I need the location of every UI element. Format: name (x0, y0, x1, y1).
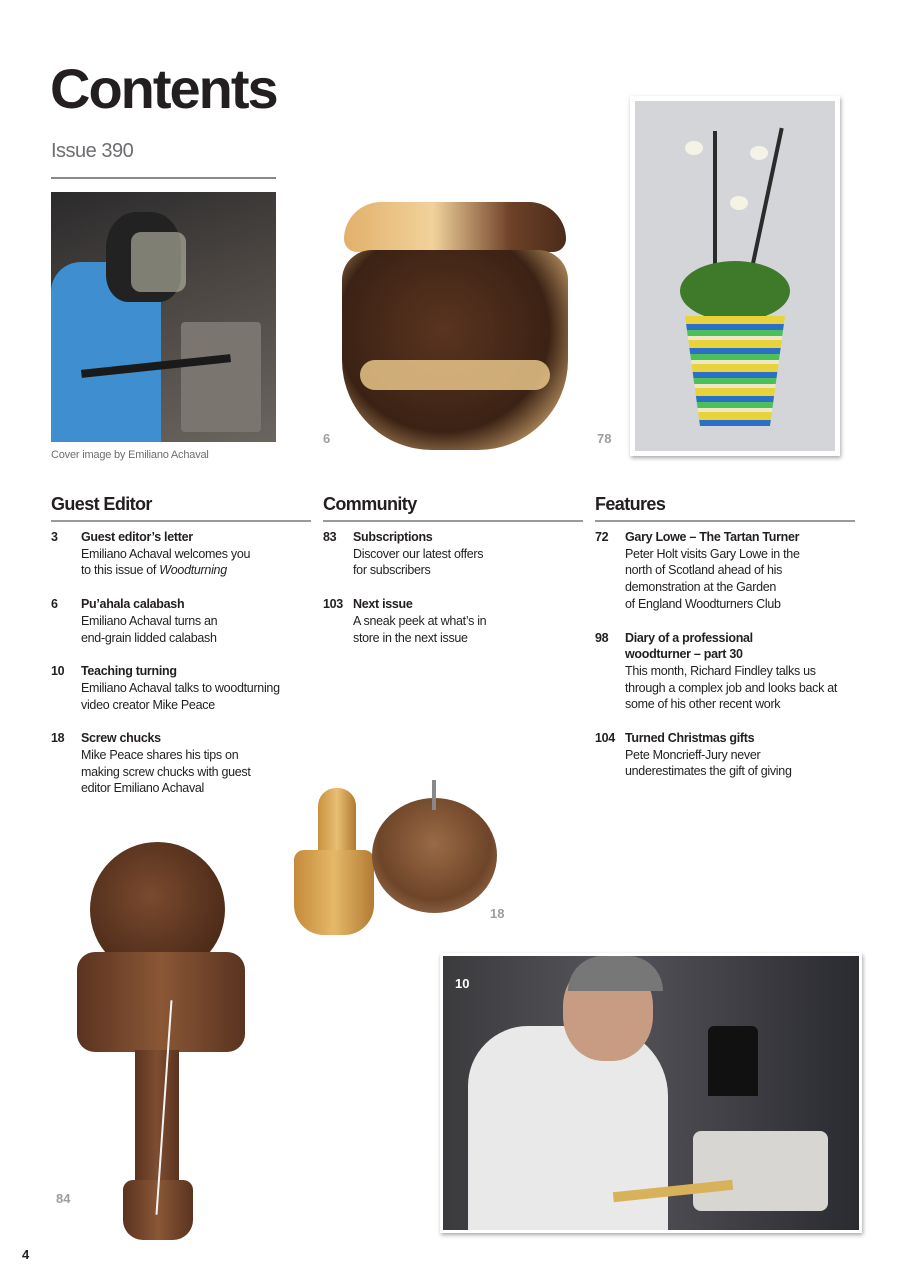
entry-title: Subscriptions (353, 530, 433, 544)
entry-page: 18 (51, 731, 65, 746)
entry-desc: Emiliano Achaval welcomes you (81, 546, 251, 561)
kendama-photo (75, 840, 250, 1245)
entry-title: Screw chucks (81, 731, 161, 746)
section-heading: Guest Editor (51, 492, 311, 522)
cover-caption: Cover image by Emiliano Achaval (51, 449, 209, 461)
teaching-turning-photo (440, 953, 862, 1233)
toc-entry[interactable] (595, 630, 855, 714)
entry-desc: making screw chucks with guest (81, 764, 251, 779)
column-features (595, 492, 855, 780)
magazine-name: Woodturning (159, 563, 227, 578)
teaching-page-label: 10 (455, 976, 470, 991)
page-number: 4 (22, 1247, 30, 1262)
entry-page: 10 (51, 664, 65, 679)
entry-page: 83 (323, 530, 337, 544)
entry-desc: Emiliano Achaval talks to woodturning (81, 680, 280, 695)
entry-title: Gary Lowe – The Tartan Turner (625, 530, 800, 544)
entry-desc-text: to this issue of (81, 563, 160, 578)
entry-page: 72 (595, 530, 609, 544)
toc-entry[interactable] (595, 529, 855, 613)
entry-desc: video creator Mike Peace (81, 697, 215, 712)
entry-title: Diary of a professional (625, 630, 753, 645)
toc-entry[interactable] (51, 663, 311, 713)
entry-page: 6 (51, 597, 58, 612)
entry-title: Turned Christmas gifts (625, 731, 755, 746)
entry-title: Pu’ahala calabash (81, 597, 185, 612)
entry-desc: store in the next issue (353, 630, 468, 645)
entry-desc: Mike Peace shares his tips on (81, 748, 239, 763)
kendama-page-label: 84 (56, 1191, 71, 1206)
entry-desc: This month, Richard Findley talks us (625, 663, 816, 678)
toc-entry[interactable] (51, 596, 311, 646)
entry-desc: editor Emiliano Achaval (81, 781, 205, 796)
entry-desc: A sneak peek at what’s in (353, 613, 487, 628)
entry-page: 104 (595, 731, 615, 746)
calabash-page-label: 6 (323, 431, 331, 446)
entry-title: Teaching turning (81, 664, 177, 679)
entry-desc: underestimates the gift of giving (625, 764, 792, 779)
entry-desc: north of Scotland ahead of his (625, 563, 783, 578)
entry-title: Guest editor’s letter (81, 530, 193, 544)
orchid-photo (630, 96, 840, 456)
column-guest-editor (51, 492, 311, 797)
entry-page: 103 (323, 597, 343, 612)
entry-desc (81, 562, 250, 579)
entry-desc: through a complex job and looks back at (625, 680, 838, 695)
entry-title: Next issue (353, 597, 413, 612)
page-title: Contents (50, 57, 277, 120)
toc-entry[interactable] (323, 596, 583, 646)
orchid-page-label: 78 (597, 431, 612, 446)
cover-photo (51, 192, 276, 442)
entry-desc: end-grain lidded calabash (81, 630, 217, 645)
entry-desc: some of his other recent work (625, 697, 781, 712)
issue-number: Issue 390 (51, 140, 134, 162)
entry-desc: of England Woodturners Club (625, 596, 781, 611)
section-heading: Features (595, 492, 855, 522)
entry-desc: Discover our latest offers (353, 546, 484, 561)
entry-page: 3 (51, 530, 58, 544)
section-heading: Community (323, 492, 583, 522)
entry-desc: demonstration at the Garden (625, 580, 777, 595)
entry-desc: Pete Moncrieff-Jury never (625, 747, 761, 762)
entry-desc: for subscribers (353, 563, 431, 578)
title-divider (51, 177, 276, 179)
entry-desc: Peter Holt visits Gary Lowe in the (625, 546, 800, 561)
entry-desc: Emiliano Achaval turns an (81, 613, 218, 628)
calabash-photo (340, 200, 570, 452)
entry-title-cont: woodturner – part 30 (625, 647, 743, 662)
entry-page: 98 (595, 630, 609, 645)
toc-entry[interactable] (323, 529, 583, 579)
toc-entry[interactable] (51, 730, 311, 797)
toc-entry[interactable] (595, 730, 855, 780)
screw-chucks-photo (290, 780, 505, 940)
toc-entry[interactable] (51, 529, 311, 579)
chucks-page-label: 18 (490, 906, 505, 921)
column-community (323, 492, 583, 646)
